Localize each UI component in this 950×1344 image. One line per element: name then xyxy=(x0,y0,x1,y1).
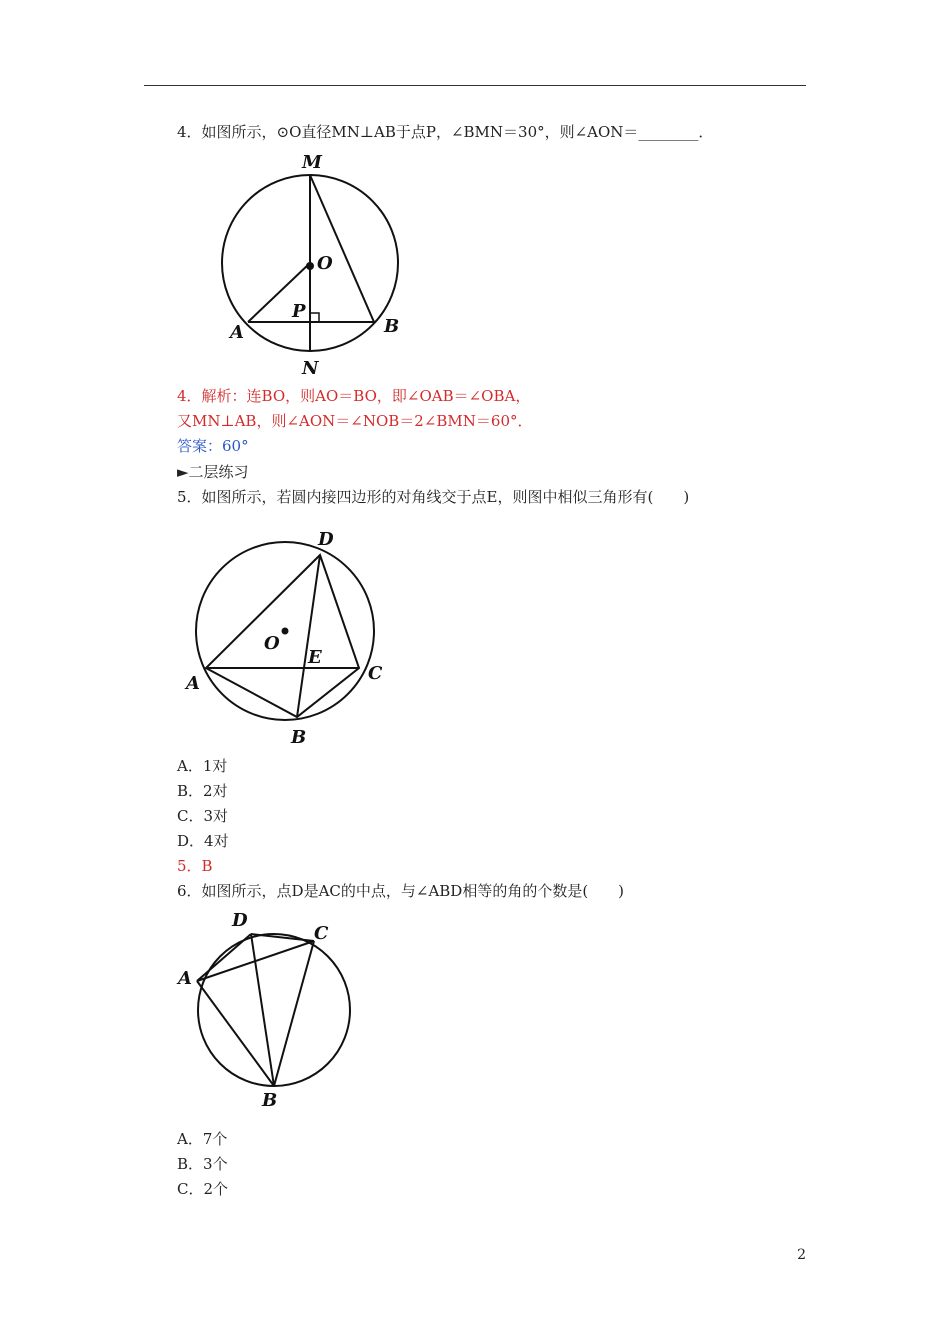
q6-option-c: C．2个 xyxy=(177,1180,229,1198)
q4-label-a: A xyxy=(230,322,244,343)
q5-option-d: D．4对 xyxy=(177,832,229,850)
page-number: 2 xyxy=(797,1247,806,1263)
q5-label-d: D xyxy=(318,529,334,550)
q5-quadrilateral xyxy=(206,555,359,717)
q4-label-o: O xyxy=(317,253,333,274)
q6-label-b: B xyxy=(262,1090,278,1111)
section-heading: ►二层练习 xyxy=(177,463,249,481)
q5-label-a: A xyxy=(186,673,200,694)
q6-label-a: A xyxy=(178,968,192,989)
q5-option-c: C．3对 xyxy=(177,807,229,825)
q5-label-e: E xyxy=(308,647,322,668)
q4-label-n: N xyxy=(302,358,319,379)
q5-text: 5．如图所示，若圆内接四边形的对角线交于点E，则图中相似三角形有( ) xyxy=(177,488,690,506)
q5-circle-figure xyxy=(178,527,396,749)
q4-center-dot xyxy=(306,262,314,270)
q6-circle xyxy=(198,934,350,1086)
q6-text: 6．如图所示，点D是AC的中点，与∠ABD相等的角的个数是( ) xyxy=(177,882,625,900)
q6-circle-figure xyxy=(176,906,361,1112)
q4-text: 4．如图所示，⊙O直径MN⊥AB于点P，∠BMN＝30°，则∠AON＝________． xyxy=(177,123,714,141)
q5-label-o: O xyxy=(264,633,280,654)
q5-center-dot xyxy=(282,628,289,635)
q5-label-c: C xyxy=(368,663,383,684)
q4-label-b: B xyxy=(384,316,400,337)
q5-diagonal-bd xyxy=(297,555,320,717)
q5-option-a: A．1对 xyxy=(177,757,228,775)
q4-label-p: P xyxy=(292,301,306,322)
q4-analysis-line2: 又MN⊥AB，则∠AON＝∠NOB＝2∠BMN＝60°． xyxy=(177,412,533,430)
q4-segment-mb xyxy=(310,175,374,322)
header-rule xyxy=(144,85,806,86)
q6-label-c: C xyxy=(314,923,329,944)
q4-circle-figure xyxy=(212,150,417,382)
q4-answer: 答案：60° xyxy=(177,437,249,455)
q4-analysis-line1: 4．解析：连BO，则AO＝BO，即∠OAB＝∠OBA， xyxy=(177,387,531,405)
q4-right-angle-mark xyxy=(310,313,319,322)
q5-option-b: B．2对 xyxy=(177,782,228,800)
q6-option-b: B．3个 xyxy=(177,1155,228,1173)
q6-segment-ab xyxy=(197,981,274,1086)
q4-label-m: M xyxy=(302,152,322,173)
q5-answer: 5．B xyxy=(177,857,213,875)
q6-option-a: A．7个 xyxy=(177,1130,228,1148)
q6-segment-ad xyxy=(197,934,251,981)
q6-label-d: D xyxy=(232,910,248,931)
q6-segment-cb xyxy=(274,941,314,1086)
q5-label-b: B xyxy=(291,727,307,748)
